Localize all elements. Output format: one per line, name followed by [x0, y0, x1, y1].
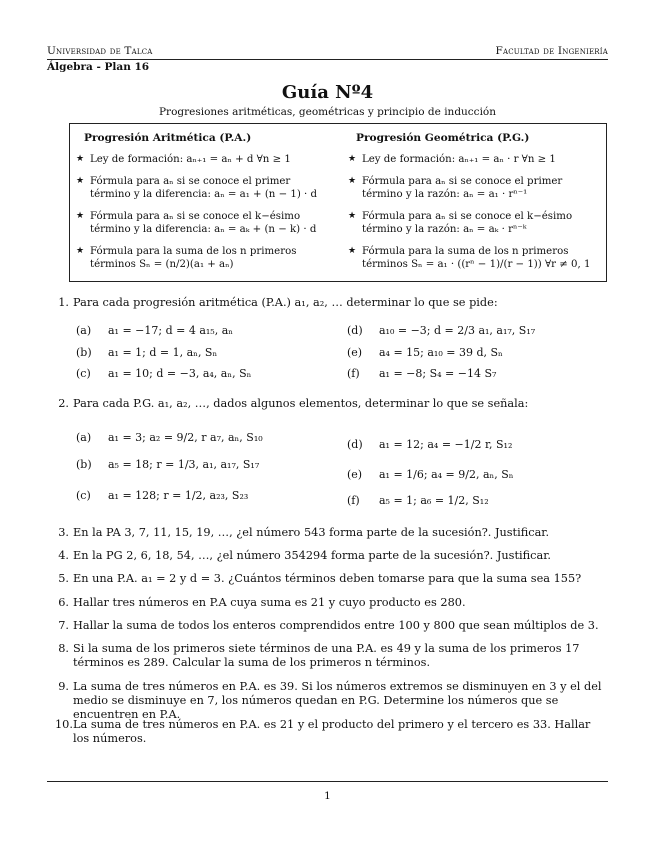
star-bullet-icon: ★	[348, 176, 357, 186]
list-item: ★ Ley de formación: aₙ₊₁ = aₙ + d ∀n ≥ 1	[76, 154, 291, 165]
list-item: ★ Fórmula para aₙ si se conoce el k−ésimo término y la razón: aₙ = aₖ · rⁿ⁻ᵏ	[348, 211, 573, 235]
question-8: 8. Si la suma de los primeros siete términos de una P.A. es 49 y la suma de los primeros 17 términos es 289. Calcular la suma de los primeros n términos.	[58, 642, 580, 669]
page-subtitle: Progresiones aritméticas, geométricas y principio de inducción	[158, 106, 497, 118]
pg-heading: Progresión Geométrica (P.G.)	[356, 132, 530, 144]
page-number: 1	[324, 790, 331, 802]
list-item: ★ Fórmula para aₙ si se conoce el primer término y la diferencia: aₙ = a₁ + (n − 1) · d	[76, 176, 318, 200]
pa-heading: Progresión Aritmética (P.A.)	[84, 132, 252, 144]
q1-item-e: (e) a₄ = 15; a₁₀ = 39 d, Sₙ	[347, 346, 503, 359]
star-bullet-icon: ★	[348, 211, 357, 221]
question-4: 4. En la PG 2, 6, 18, 54, …, ¿el número 354294 forma parte de la sucesión?. Justificar.	[58, 549, 551, 562]
page-header	[47, 45, 608, 59]
q2-item-d: (d) a₁ = 12; a₄ = −1/2 r, S₁₂	[347, 438, 513, 451]
pa-column	[76, 132, 326, 271]
star-bullet-icon: ★	[76, 176, 85, 186]
question-3: 3. En la PA 3, 7, 11, 15, 19, …, ¿el número 543 forma parte de la sucesión?. Justificar.	[58, 526, 550, 539]
question-5: 5. En una P.A. a₁ = 2 y d = 3. ¿Cuántos términos deben tomarse para que la suma sea 155?	[58, 572, 582, 585]
q2-item-b: (b) a₅ = 18; r = 1/3, a₁, a₁₇, S₁₇	[76, 458, 260, 471]
star-bullet-icon: ★	[348, 246, 357, 256]
question-10: 10. La suma de tres números en P.A. es 21 y el producto del primero y el tercero es 33. Hallar los números.	[55, 718, 591, 745]
q1-item-f: (f) a₁ = −8; S₄ = −14 S₇	[347, 367, 497, 380]
list-item: ★ Fórmula para la suma de los n primeros términos Sₙ = (n/2)(a₁ + aₙ)	[76, 246, 297, 270]
course-name: Álgebra - Plan 16	[47, 61, 150, 73]
footer-divider	[47, 781, 608, 782]
list-item: ★ Fórmula para la suma de los n primeros términos Sₙ = a₁ · ((rⁿ − 1)/(r − 1)) ∀r ≠ 0, 1	[348, 246, 591, 270]
question-1: 1. Para cada progresión aritmética (P.A.) a₁, a₂, … determinar lo que se pide:	[58, 296, 498, 309]
q2-item-e: (e) a₁ = 1/6; a₄ = 9/2, aₙ, Sₙ	[347, 468, 514, 481]
q1-item-c: (c) a₁ = 10; d = −3, a₄, aₙ, Sₙ	[76, 367, 252, 380]
question-9: 9. La suma de tres números en P.A. es 39. Si los números extremos se disminuyen en 3 y el del medio se disminuye en 7, los números quedan en P.G. Determine los números que se encuentren en P.A.	[58, 680, 602, 721]
list-item: ★ Fórmula para aₙ si se conoce el primer término y la razón: aₙ = a₁ · rⁿ⁻¹	[348, 176, 563, 200]
list-item: ★ Fórmula para aₙ si se conoce el k−ésimo término y la diferencia: aₙ = aₖ + (n − k) · d	[76, 211, 317, 235]
star-bullet-icon: ★	[76, 154, 85, 164]
q1-item-a: (a) a₁ = −17; d = 4 a₁₅, aₙ	[76, 324, 234, 337]
star-bullet-icon: ★	[76, 211, 85, 221]
star-bullet-icon: ★	[348, 154, 357, 164]
pa-list	[76, 153, 326, 271]
q2-item-a: (a) a₁ = 3; a₂ = 9/2, r a₇, aₙ, S₁₀	[76, 431, 263, 444]
question-7: 7. Hallar la suma de todos los enteros comprendidos entre 100 y 800 que sean múltiplos de 3.	[58, 619, 599, 632]
star-bullet-icon: ★	[76, 246, 85, 256]
q1-item-d: (d) a₁₀ = −3; d = 2/3 a₁, a₁₇, S₁₇	[347, 324, 536, 337]
question-6: 6. Hallar tres números en P.A cuya suma es 21 y cuyo producto es 280.	[58, 596, 466, 609]
pg-list	[348, 153, 600, 271]
question-2: 2. Para cada P.G. a₁, a₂, …, dados algunos elementos, determinar lo que se señala:	[58, 397, 529, 410]
university-name: Universidad de Talca	[47, 45, 153, 57]
faculty-name: Facultad de Ingeniería	[495, 45, 608, 57]
page-title: Guía Nº4	[281, 82, 374, 103]
q1-item-b: (b) a₁ = 1; d = 1, aₙ, Sₙ	[76, 346, 218, 359]
header-divider	[47, 59, 608, 60]
pg-column	[348, 132, 600, 271]
q2-item-c: (c) a₁ = 128; r = 1/2, a₂₃, S₂₃	[76, 489, 249, 502]
formula-box	[69, 123, 607, 282]
list-item: ★ Ley de formación: aₙ₊₁ = aₙ · r ∀n ≥ 1	[348, 154, 556, 165]
q2-item-f: (f) a₅ = 1; a₆ = 1/2, S₁₂	[347, 494, 489, 507]
